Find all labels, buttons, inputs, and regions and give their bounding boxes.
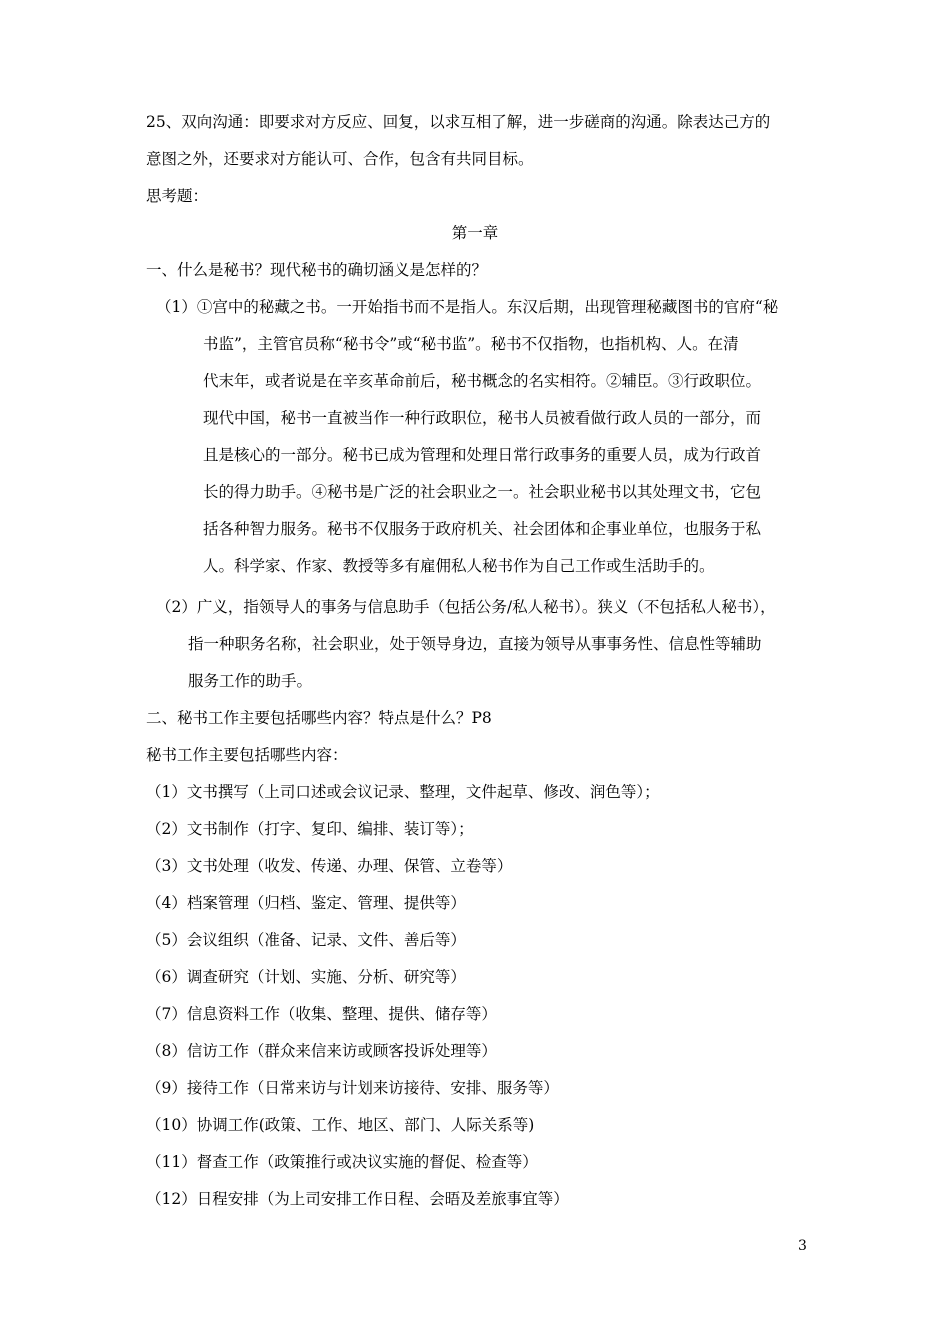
answer-1-1-line: 人。科学家、作家、教授等多有雇佣私人秘书作为自己工作或生活助手的。	[203, 557, 715, 575]
list-item: （11）督查工作（政策推行或决议实施的督促、检查等）	[146, 1153, 538, 1171]
answer-1-1-line: 长的得力助手。④秘书是广泛的社会职业之一。社会职业秘书以其处理文书，它包	[203, 483, 762, 501]
answer-1-2-line: 指一种职务名称，社会职业，处于领导身边，直接为领导从事事务性、信息性等辅助	[188, 635, 762, 653]
list-item: （6）调查研究（计划、实施、分析、研究等）	[146, 968, 466, 986]
questions-label: 思考题：	[146, 187, 209, 205]
list-item: （12）日程安排（为上司安排工作日程、会晤及差旅事宜等）	[146, 1190, 569, 1208]
answer-1-1-line: （1）①宫中的秘藏之书。一开始指书而不是指人。东汉后期，出现管理秘藏图书的官府“秘	[156, 298, 779, 316]
answer-1-1-line: 且是核心的一部分。秘书已成为管理和处理日常行政事务的重要人员，成为行政首	[203, 446, 762, 464]
question-2-subheading: 秘书工作主要包括哪些内容：	[146, 746, 348, 764]
list-item: （5）会议组织（准备、记录、文件、善后等）	[146, 931, 466, 949]
answer-1-2-line: 服务工作的助手。	[188, 672, 313, 690]
answer-1-1-line: 代末年，或者说是在辛亥革命前后，秘书概念的名实相符。②辅臣。③行政职位。	[203, 372, 762, 390]
question-1: 一、什么是秘书？现代秘书的确切涵义是怎样的？	[146, 261, 488, 279]
answer-1-1-line: 现代中国，秘书一直被当作一种行政职位，秘书人员被看做行政人员的一部分，而	[203, 409, 762, 427]
list-item: （1）文书撰写（上司口述或会议记录、整理，文件起草、修改、润色等）；	[146, 783, 660, 801]
answer-1-2-line: （2）广义，指领导人的事务与信息助手（包括公务/私人秘书）。狭义（不包括私人秘书），	[156, 598, 776, 616]
item-25-line-1: 25、双向沟通：即要求对方反应、回复，以求互相了解，进一步磋商的沟通。除表达己方的	[146, 113, 771, 131]
item-25-line-2: 意图之外，还要求对方能认可、合作，包含有共同目标。	[146, 150, 534, 168]
list-item: （2）文书制作（打字、复印、编排、装订等）；	[146, 820, 474, 838]
answer-1-1-line: 书监”，主管官员称“秘书令”或“秘书监”。秘书不仅指物，也指机构、人。在清	[203, 335, 739, 353]
chapter-title: 第一章	[451, 224, 499, 242]
list-item: （9）接待工作（日常来访与计划来访接待、安排、服务等）	[146, 1079, 559, 1097]
page-number: 3	[798, 1238, 807, 1254]
question-2: 二、秘书工作主要包括哪些内容？特点是什么？P8	[146, 709, 492, 727]
list-item: （4）档案管理（归档、鉴定、管理、提供等）	[146, 894, 466, 912]
list-item: （7）信息资料工作（收集、整理、提供、储存等）	[146, 1005, 497, 1023]
answer-1-1-line: 括各种智力服务。秘书不仅服务于政府机关、社会团体和企事业单位，也服务于私	[203, 520, 762, 538]
list-item: （10）协调工作(政策、工作、地区、部门、人际关系等)	[146, 1116, 535, 1134]
list-item: （3）文书处理（收发、传递、办理、保管、立卷等）	[146, 857, 513, 875]
list-item: （8）信访工作（群众来信来访或顾客投诉处理等）	[146, 1042, 497, 1060]
